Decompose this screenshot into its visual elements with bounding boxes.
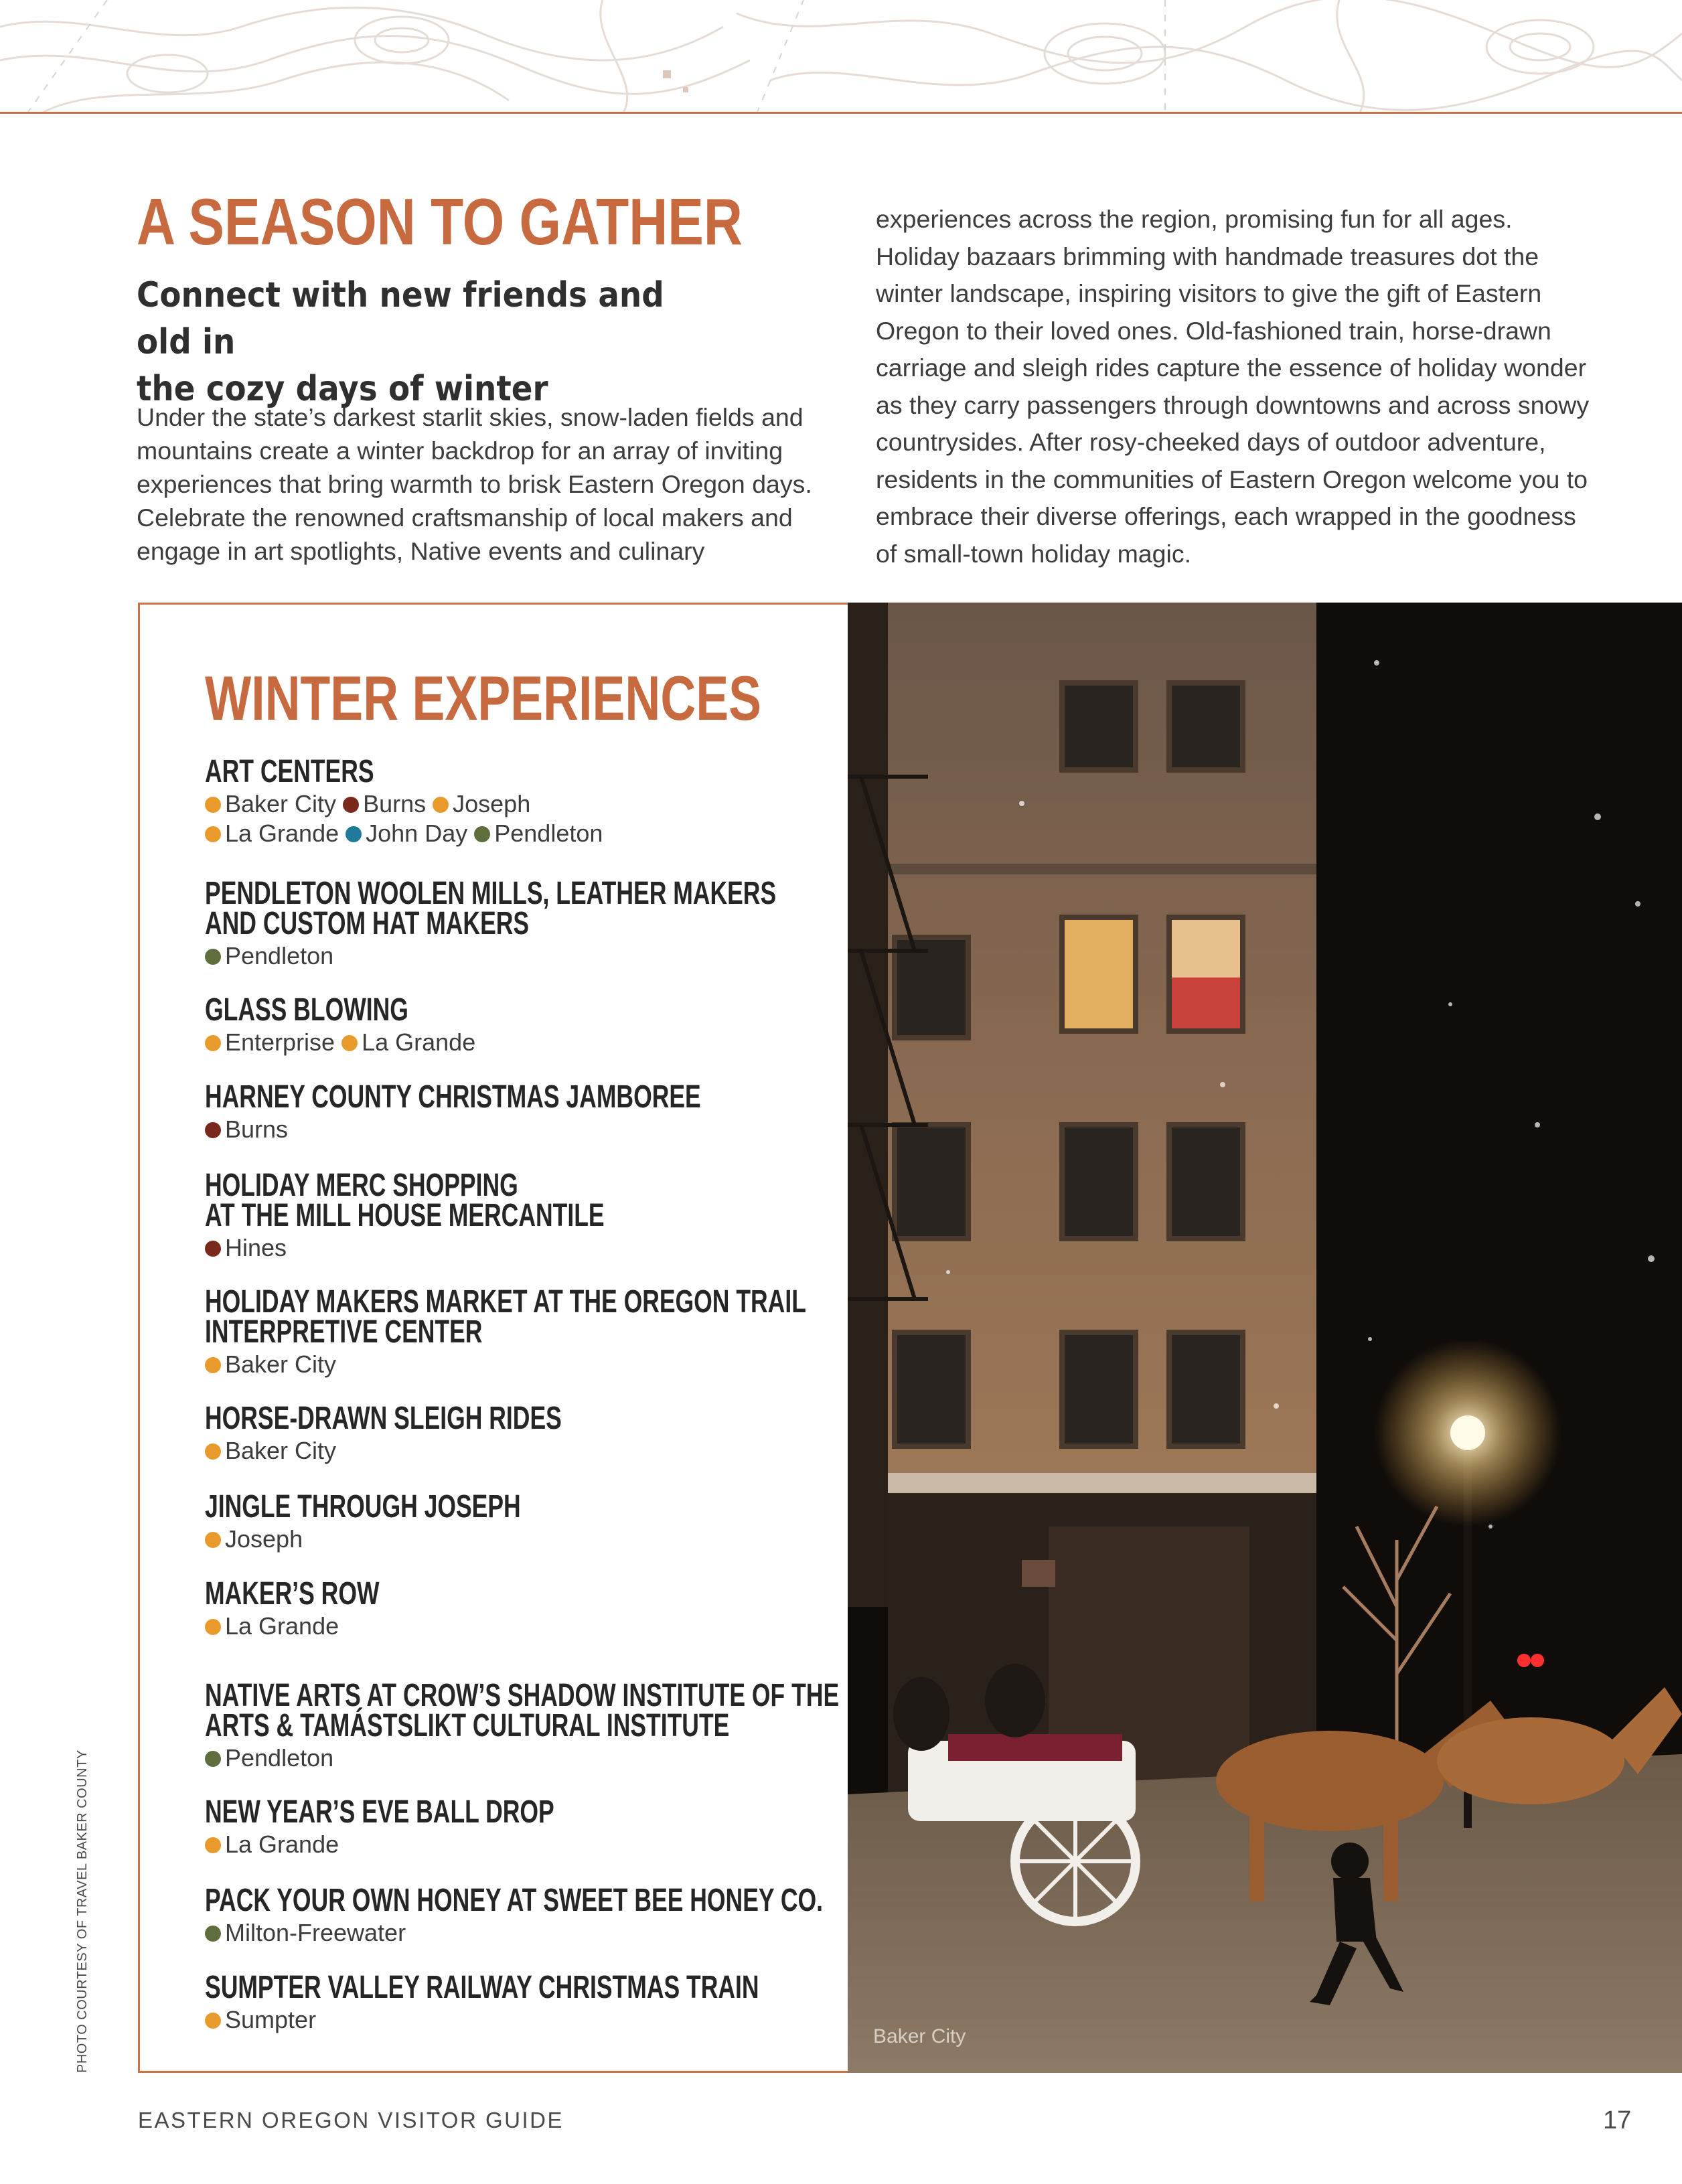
experience-towns <box>205 1525 941 1554</box>
experience-towns <box>205 1612 941 1641</box>
experience-item <box>205 1284 941 1379</box>
experience-heading <box>205 1284 806 1350</box>
experience-heading-line: INTERPRETIVE CENTER <box>205 1314 483 1350</box>
subtitle-line-1: Connect with new friends and old in <box>137 275 664 362</box>
town-dot-icon <box>205 1444 221 1460</box>
town-dot-icon <box>205 949 221 965</box>
experience-towns <box>205 1115 941 1144</box>
experience-heading <box>205 876 777 941</box>
town-entry <box>346 820 467 847</box>
experience-heading-line: SUMPTER VALLEY RAILWAY CHRISTMAS TRAIN <box>205 1970 759 2005</box>
experience-item <box>205 1885 941 1948</box>
experience-heading <box>205 754 750 789</box>
experience-heading-line: PACK YOUR OWN HONEY AT SWEET BEE HONEY CO. <box>205 1883 823 1918</box>
town-entry <box>205 1525 303 1553</box>
experience-heading-line: MAKER’S ROW <box>205 1576 380 1612</box>
experience-towns <box>205 1436 941 1466</box>
town-entry <box>205 790 336 817</box>
town-name: Pendleton <box>494 820 603 847</box>
experience-towns <box>205 1918 941 1948</box>
town-dot-icon <box>474 826 490 842</box>
experience-heading-line: ARTS & TAMÁSTSLIKT CULTURAL INSTITUTE <box>205 1708 730 1743</box>
town-dot-icon <box>205 826 221 842</box>
footer-guide-name: EASTERN OREGON VISITOR GUIDE <box>138 2108 564 2132</box>
experience-item <box>205 1972 941 2035</box>
experience-towns <box>205 1233 941 1263</box>
town-entry <box>205 1744 333 1772</box>
town-dot-icon <box>205 1837 221 1853</box>
experience-heading <box>205 1970 759 2005</box>
town-dot-icon <box>205 1532 221 1548</box>
subtitle-line-2: the cozy days of winter <box>137 369 548 409</box>
town-dot-icon <box>205 1035 221 1051</box>
experience-heading-line: HORSE-DRAWN SLEIGH RIDES <box>205 1401 562 1436</box>
page-number: 17 <box>1603 2106 1632 2134</box>
winter-experiences-title: WINTER EXPERIENCES <box>205 663 762 733</box>
experience-heading-line: GLASS BLOWING <box>205 992 408 1028</box>
town-name: Sumpter <box>225 2006 317 2033</box>
town-name: Pendleton <box>225 1744 334 1772</box>
town-name: Milton-Freewater <box>225 1919 406 1946</box>
photo-credit: PHOTO COURTESY OF TRAVEL BAKER COUNTY <box>75 1749 90 2073</box>
experience-heading-line: HARNEY COUNTY CHRISTMAS JAMBOREE <box>205 1079 701 1115</box>
experience-heading <box>205 1678 840 1743</box>
experience-item <box>205 1678 941 1773</box>
town-dot-icon <box>205 2013 221 2029</box>
experience-item <box>205 992 941 1057</box>
town-entry <box>205 1234 287 1261</box>
experience-item <box>205 1576 941 1641</box>
town-name: La Grande <box>362 1028 476 1056</box>
town-entry <box>433 790 530 817</box>
town-entry <box>205 1115 288 1143</box>
experience-towns <box>205 1350 941 1379</box>
town-entry <box>343 790 426 817</box>
photo-caption: Baker City <box>873 2025 966 2047</box>
town-name: Burns <box>225 1115 289 1143</box>
town-dot-icon <box>205 1619 221 1635</box>
town-name: La Grande <box>225 1612 339 1640</box>
town-dot-icon <box>433 797 449 813</box>
experience-heading <box>205 1401 750 1436</box>
experience-towns <box>205 789 941 848</box>
experience-heading-line: AT THE MILL HOUSE MERCANTILE <box>205 1198 605 1233</box>
town-dot-icon <box>205 1926 221 1942</box>
town-name: Baker City <box>225 1350 337 1378</box>
experience-heading-line: HOLIDAY MERC SHOPPING <box>205 1168 518 1203</box>
experience-item <box>205 1794 941 1859</box>
intro-body-right: experiences across the region, promising fun for all ages. Holiday bazaars brimming with handmade treasures dot the winter landscape, inspiring visitors to give the gift of Eastern Oregon to their loved ones. Old-fashioned train, horse-drawn carriage and sleigh rides capture the essence of holiday wonder as they carry passengers through downtowns and across snowy countrysides. After rosy-cheeked days of outdoor adventure, residents in the communities of Eastern Oregon welcome you to embrace their diverse offerings, each wrapped in the goodness of small-town holiday magic. <box>876 205 1590 568</box>
town-name: John Day <box>366 820 468 847</box>
town-entry <box>205 1612 339 1640</box>
experience-item <box>205 1403 941 1466</box>
town-entry <box>205 1028 335 1056</box>
town-dot-icon <box>205 1122 221 1138</box>
experience-heading <box>205 1576 750 1612</box>
page-subtitle <box>137 272 679 412</box>
topographic-header-band <box>0 0 1682 114</box>
experience-heading-line: AND CUSTOM HAT MAKERS <box>205 906 530 941</box>
town-dot-icon <box>343 797 359 813</box>
town-entry <box>474 820 603 847</box>
town-entry <box>205 942 333 969</box>
experience-towns <box>205 1028 941 1057</box>
experience-item <box>205 1079 941 1144</box>
town-dot-icon <box>205 1241 221 1257</box>
experience-towns <box>205 941 941 971</box>
photo-illustration <box>848 603 1682 2073</box>
topo-contour-lines <box>0 0 1682 114</box>
experience-item <box>205 1489 941 1554</box>
town-name: La Grande <box>225 820 339 847</box>
town-entry <box>205 1350 336 1378</box>
experience-heading-line: NEW YEAR’S EVE BALL DROP <box>205 1794 554 1830</box>
experience-towns <box>205 1743 941 1773</box>
town-entry <box>205 820 339 847</box>
experience-towns <box>205 1830 941 1859</box>
experience-heading-line: HOLIDAY MAKERS MARKET AT THE OREGON TRAIL <box>205 1284 806 1320</box>
town-dot-icon <box>205 1357 221 1373</box>
experience-heading <box>205 1170 750 1231</box>
experience-heading <box>205 1489 750 1525</box>
page-title: A SEASON TO GATHER <box>137 185 743 258</box>
town-dot-icon <box>205 797 221 813</box>
town-entry <box>205 1437 336 1464</box>
town-name: Hines <box>225 1234 287 1261</box>
town-dot-icon <box>346 826 362 842</box>
town-name: La Grande <box>225 1830 339 1858</box>
town-entry <box>341 1028 475 1056</box>
experience-heading <box>205 1883 823 1918</box>
town-name: Pendleton <box>225 942 334 969</box>
town-entry <box>205 2006 316 2033</box>
town-dot-icon <box>205 1751 221 1767</box>
town-entry <box>205 1830 339 1858</box>
town-entry <box>205 1919 406 1946</box>
experience-heading-line: JINGLE THROUGH JOSEPH <box>205 1489 521 1525</box>
experience-heading-line: NATIVE ARTS AT CROW’S SHADOW INSTITUTE OF THE <box>205 1678 840 1713</box>
experience-heading-line: PENDLETON WOOLEN MILLS, LEATHER MAKERS <box>205 876 777 911</box>
experience-item <box>205 1170 941 1263</box>
experience-item <box>205 878 941 971</box>
town-dot-icon <box>341 1035 358 1051</box>
town-name: Enterprise <box>225 1028 335 1056</box>
town-name: Baker City <box>225 1437 337 1464</box>
experience-heading <box>205 1079 750 1115</box>
experience-heading-line: ART CENTERS <box>205 754 374 789</box>
experience-heading <box>205 992 750 1028</box>
experience-item <box>205 754 941 848</box>
town-name: Baker City <box>225 790 337 817</box>
town-name: Joseph <box>225 1525 303 1553</box>
intro-body-left: Under the state’s darkest starlit skies, snow-laden fields and mountains create a winter backdrop for an array of inviting experiences that bring warmth to brisk Eastern Oregon days. Celebrate the renowned craftsmanship of local makers and engage in art spotlights, Native events and culinary <box>137 403 812 565</box>
experience-towns <box>205 2005 941 2035</box>
experience-heading <box>205 1794 750 1830</box>
baker-city-night-photo <box>848 603 1682 2073</box>
town-name: Burns <box>363 790 427 817</box>
town-name: Joseph <box>453 790 531 817</box>
